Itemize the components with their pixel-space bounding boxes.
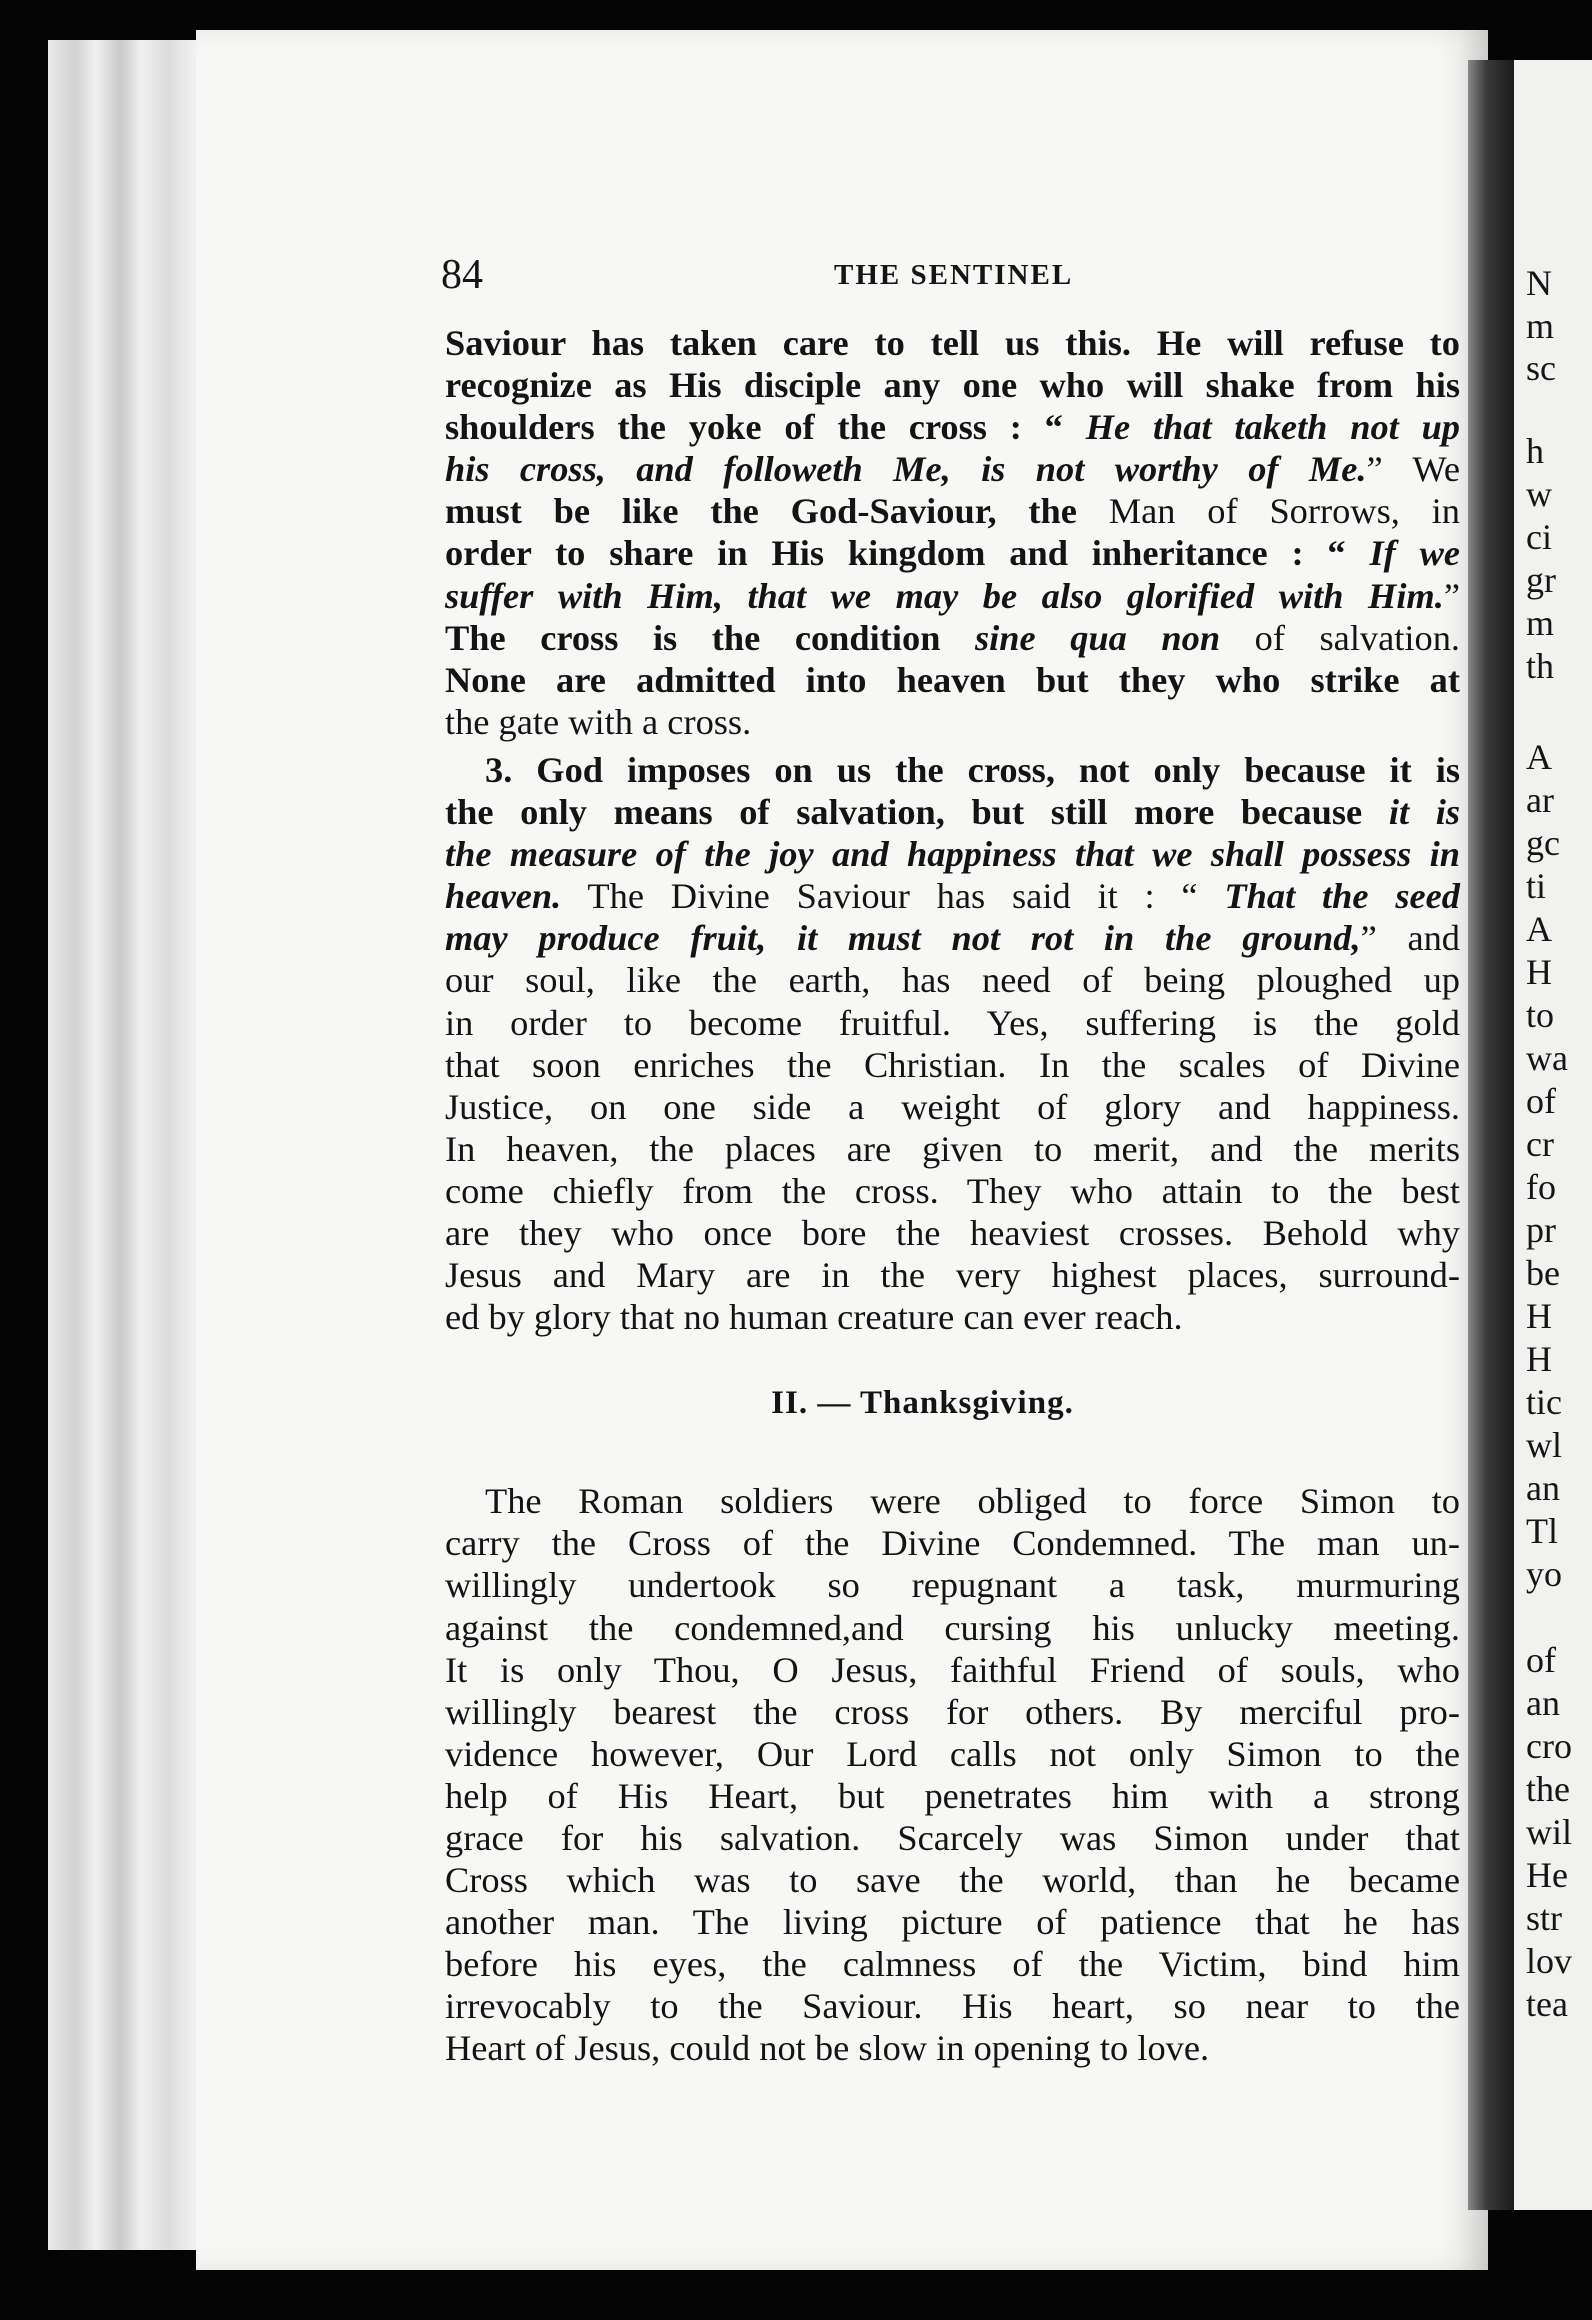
text-line — [445, 575, 1460, 617]
adjacent-page-fragment: gr — [1526, 560, 1556, 600]
text-line — [445, 1296, 1460, 1338]
adjacent-page-fragment: be — [1526, 1253, 1560, 1293]
text-segment: Justice, on one side a weight of glory and happiness. — [445, 1086, 1460, 1127]
text-segment: That the seed — [1224, 876, 1460, 917]
text-line — [445, 1901, 1460, 1943]
text-segment: against the condemned,and cursing his unlucky meeting. — [445, 1607, 1460, 1648]
text-segment: help of His Heart, but penetrates him with a strong — [445, 1775, 1460, 1816]
text-line — [445, 1170, 1460, 1212]
text-segment: The Divine Saviour has said it : “ — [561, 876, 1225, 917]
text-line — [445, 617, 1460, 659]
adjacent-page-fragment: A — [1526, 737, 1552, 777]
section-heading: II. — Thanksgiving. — [771, 1385, 1074, 1422]
text-segment: ” We — [1366, 449, 1460, 490]
text-segment: irrevocably to the Saviour. His heart, so near to the — [445, 1986, 1460, 2027]
text-segment: carry the Cross of the Divine Condemned. The man un- — [445, 1523, 1460, 1564]
body-text — [445, 322, 1460, 2070]
adjacent-page-fragment: an — [1526, 1683, 1560, 1723]
adjacent-page-fragment: wa — [1526, 1038, 1568, 1078]
text-line — [445, 2027, 1460, 2069]
adjacent-page-fragment: m — [1526, 603, 1555, 643]
text-segment: his cross, and followeth Me, is not worthy of Me. — [445, 449, 1367, 490]
text-line — [445, 701, 1460, 743]
text-line — [445, 1480, 1460, 1522]
adjacent-page-fragment: of — [1526, 1081, 1556, 1121]
adjacent-page-fragment: A — [1526, 909, 1552, 949]
adjacent-page-fragment: tic — [1526, 1382, 1562, 1422]
text-segment: Man of Sorrows, in — [1108, 491, 1460, 532]
text-line — [445, 833, 1460, 875]
text-segment: 3. God imposes on us the cross, not only because it is — [485, 749, 1460, 790]
text-line — [445, 1817, 1460, 1859]
text-segment: heaven. — [445, 876, 562, 917]
adjacent-page-fragment: gc — [1526, 823, 1560, 863]
adjacent-page-fragment: of — [1526, 1640, 1556, 1680]
adjacent-page-fragment: wil — [1526, 1812, 1573, 1852]
text-line — [445, 406, 1460, 448]
text-segment: ” — [1443, 575, 1460, 616]
text-line — [445, 1943, 1460, 1985]
paragraph — [445, 322, 1460, 743]
adjacent-page-fragment: an — [1526, 1468, 1560, 1508]
text-line — [445, 1985, 1460, 2027]
text-line — [445, 959, 1460, 1001]
adjacent-page-fragment: ar — [1526, 780, 1554, 820]
text-segment: In heaven, the places are given to merit, and the merits — [445, 1128, 1460, 1169]
adjacent-page-fragment: wl — [1526, 1425, 1562, 1465]
text-line — [445, 532, 1460, 574]
adjacent-page-fragment: ti — [1526, 866, 1547, 906]
text-line — [445, 917, 1460, 959]
text-segment: None are admitted into heaven but they who strike at — [445, 659, 1460, 700]
text-segment: The cross is the condition — [445, 617, 975, 658]
text-segment: If we — [1369, 533, 1460, 574]
text-line — [445, 1002, 1460, 1044]
text-segment: another man. The living picture of patience that he has — [445, 1902, 1460, 1943]
page-number: 84 — [441, 252, 483, 298]
text-line — [445, 1086, 1460, 1128]
text-line — [445, 490, 1460, 532]
adjacent-page-fragment: cro — [1526, 1726, 1572, 1766]
text-segment: in order to become fruitful. Yes, suffering is the gold — [445, 1002, 1460, 1043]
text-line — [445, 1775, 1460, 1817]
text-segment: grace for his salvation. Scarcely was Simon under that — [445, 1818, 1460, 1858]
text-segment: Heart of Jesus, could not be slow in opening to love. — [445, 2028, 1210, 2069]
text-segment: it is — [1388, 792, 1460, 833]
text-segment: shoulders the yoke of the cross : “ — [445, 407, 1086, 448]
text-line — [445, 364, 1460, 406]
text-line — [445, 322, 1460, 364]
paragraph — [445, 749, 1460, 1338]
text-segment: It is only Thou, O Jesus, faithful Friend of souls, who — [445, 1649, 1460, 1690]
adjacent-page-fragment: the — [1526, 1769, 1570, 1809]
adjacent-page-fragment: He — [1526, 1855, 1568, 1895]
text-segment: He will refuse to — [1130, 323, 1460, 363]
text-segment: Cross which was to save the world, than he became — [445, 1860, 1460, 1901]
text-segment: The Roman soldiers were obliged to force Simon to — [485, 1481, 1460, 1522]
text-segment: suffer with Him, that we may be also glorified with Him. — [445, 575, 1444, 616]
book-spine-edge — [48, 40, 198, 2250]
text-line — [445, 791, 1460, 833]
adjacent-page-fragment: Tl — [1526, 1511, 1558, 1551]
text-line — [445, 875, 1460, 917]
text-segment: the measure of the joy and happiness that we shall possess in — [445, 834, 1460, 875]
text-line — [445, 1859, 1460, 1901]
text-line — [445, 1564, 1460, 1606]
adjacent-page-fragment: H — [1526, 952, 1552, 992]
adjacent-page-edge — [1514, 60, 1592, 2210]
page-gutter-shadow — [1468, 60, 1514, 2210]
text-line — [445, 749, 1460, 791]
adjacent-page-fragment: w — [1526, 474, 1552, 514]
adjacent-page-fragment: tea — [1526, 1984, 1568, 2024]
text-segment: of salvation. — [1220, 617, 1460, 658]
adjacent-page-fragment: sc — [1526, 348, 1556, 388]
text-line — [445, 1128, 1460, 1170]
text-segment: order to share in His kingdom and inheritance : “ — [445, 533, 1370, 574]
adjacent-page-fragment: lov — [1526, 1941, 1573, 1981]
adjacent-page-fragment: cr — [1526, 1124, 1554, 1164]
running-title: THE SENTINEL — [834, 259, 1074, 291]
adjacent-page-fragment: m — [1526, 306, 1555, 346]
text-line — [445, 1254, 1460, 1296]
text-line — [445, 1212, 1460, 1254]
adjacent-page-fragment: yo — [1526, 1554, 1562, 1594]
adjacent-page-fragment: h — [1526, 431, 1544, 471]
text-segment: Jesus and Mary are in the very highest places, surround- — [445, 1255, 1460, 1296]
page-header — [441, 251, 1456, 301]
adjacent-page-fragment: th — [1526, 646, 1555, 686]
adjacent-page-fragment: pr — [1526, 1210, 1556, 1250]
adjacent-page-fragment: ci — [1526, 517, 1552, 557]
adjacent-page-fragment: N — [1526, 263, 1552, 303]
text-segment: may produce fruit, it must not rot in the ground, — [445, 918, 1361, 959]
adjacent-page-fragment: fo — [1526, 1167, 1556, 1207]
text-line — [445, 1691, 1460, 1733]
text-segment: the only means of salvation, but still more because — [445, 792, 1389, 833]
text-segment: ” and — [1360, 918, 1461, 959]
adjacent-page-fragment: str — [1526, 1898, 1562, 1938]
text-segment: vidence however, Our Lord calls not only Simon to the — [445, 1733, 1460, 1774]
text-segment: recognize as His disciple any one who will shake from his — [445, 365, 1460, 406]
text-segment: willingly bearest the cross for others. By merciful pro- — [445, 1691, 1460, 1732]
adjacent-page-fragment: H — [1526, 1339, 1552, 1379]
text-line — [445, 1522, 1460, 1564]
text-segment: He that taketh not up — [1085, 407, 1460, 448]
text-segment: sine qua non — [975, 617, 1221, 658]
paragraph — [445, 1480, 1460, 2069]
text-segment: Saviour has taken care to tell us this. — [445, 323, 1131, 363]
text-segment: our soul, like the earth, has need of being ploughed up — [445, 960, 1460, 1001]
text-segment: before his eyes, the calmness of the Victim, bind him — [445, 1944, 1460, 1985]
text-line — [445, 1044, 1460, 1086]
text-segment: willingly undertook so repugnant a task, murmuring — [445, 1565, 1460, 1606]
text-segment: must be like the God-Saviour, the — [445, 491, 1109, 532]
text-segment: are they who once bore the heaviest crosses. Behold why — [445, 1212, 1460, 1253]
text-line — [445, 1607, 1460, 1649]
adjacent-page-fragment: to — [1526, 995, 1555, 1035]
text-segment: come chiefly from the cross. They who attain to the best — [445, 1170, 1460, 1211]
text-segment: ed by glory that no human creature can ever reach. — [445, 1297, 1183, 1338]
text-line — [445, 1649, 1460, 1691]
adjacent-page-fragment: H — [1526, 1296, 1552, 1336]
text-segment: the gate with a cross. — [445, 701, 752, 742]
text-line — [445, 1733, 1460, 1775]
text-line — [445, 659, 1460, 701]
text-line — [445, 448, 1460, 490]
text-segment: that soon enriches the Christian. In the scales of Divine — [445, 1044, 1460, 1085]
